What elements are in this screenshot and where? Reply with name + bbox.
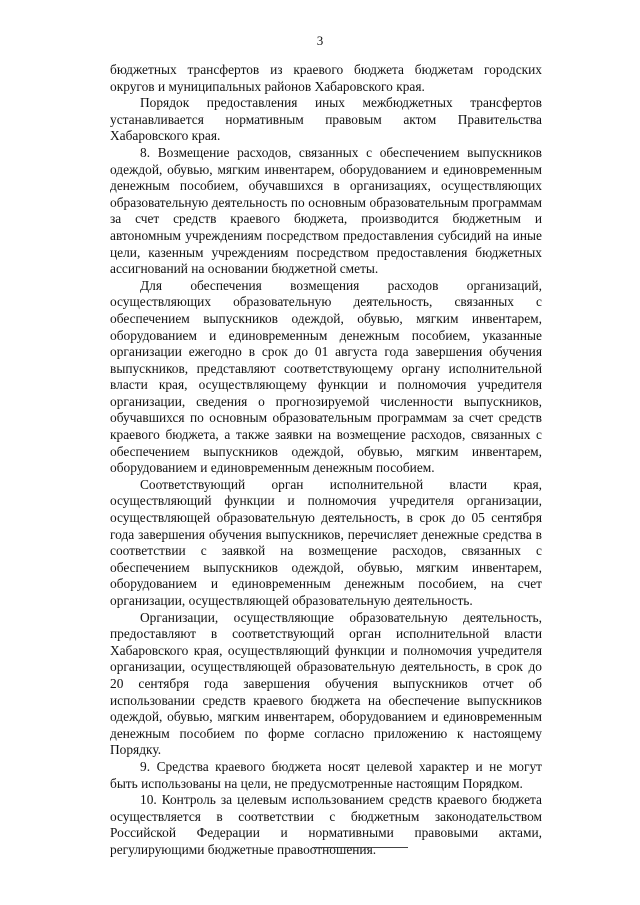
paragraph-report: Организации, осуществляющие образовательную деятельность, предоставляют в соответствующий орган исполнительной власти Хабаровского края, осуществляющий функции и полномочия учредителя организации, осуществляющей образовательную деятельность, в срок до 20 сентября года завершения обучения выпускников отчет об использовании средств краевого бюджета на обеспечение выпускников одеждой, обувью, мягким инвентарем, оборудованием и единовременным денежным пособием по форме согласно приложению к настоящему Порядку.	[110, 609, 542, 758]
paragraph-reimbursement-request: Для обеспечения возмещения расходов организаций, осуществляющих образовательную деятельность, связанных с обеспечением выпускников одеждой, обувью, мягким инвентарем, оборудованием и единовременным денежным пособием, указанные организации ежегодно в срок до 01 августа года завершения обучения выпускников, представляют соответствующему органу исполнительной власти края, осуществляющему функции и полномочия учредителя организации, сведения о прогнозируемой численности выпускников, обучавшихся по основным образовательным программам за счет средств краевого бюджета, а также заявки на возмещение расходов, связанных с обеспечением выпускников одеждой, обувью, мягким инвентарем, оборудованием и единовременным денежным пособием.	[110, 277, 542, 476]
paragraph-item-10: 10. Контроль за целевым использованием средств краевого бюджета осуществляется в соответствии с бюджетным законодательством Российской Федерации и нормативными правовыми актами, регулирующими бюджетные правоотношения.	[110, 792, 542, 857]
paragraph-transfer-procedure: Порядок предоставления иных межбюджетных трансфертов устанавливается нормативным правовым актом Правительства Хабаровского края.	[110, 95, 542, 144]
paragraph-continuation: бюджетных трансфертов из краевого бюджета бюджетам городских округов и муниципальных районов Хабаровского края.	[110, 62, 542, 94]
paragraph-item-8: 8. Возмещение расходов, связанных с обеспечением выпускников одеждой, обувью, мягким инвентарем, оборудованием и единовременным денежным пособием, обучавшихся в организациях, осуществляющих образовательную деятельность по основным образовательным программам за счет средств краевого бюджета, производится бюджетным и автономным учреждениям посредством предоставления субсидий на иные цели, казенным учреждениям посредством предоставления бюджетных ассигнований на основании бюджетной сметы.	[110, 144, 542, 277]
paragraph-funds-transfer: Соответствующий орган исполнительной власти края, осуществляющий функции и полномочия учредителя организации, осуществляющей образовательную деятельность, в срок до 05 сентября года завершения обучения выпускников, перечисляет денежные средства в соответствии с заявкой на возмещение расходов, связанных с обеспечением выпускников одеждой, обувью, мягким инвентарем, оборудованием и единовременным денежным пособием, на счет организации, осуществляющей образовательную деятельность.	[110, 476, 542, 608]
paragraph-item-9: 9. Средства краевого бюджета носят целевой характер и не могут быть использованы на цели, не предусмотренные настоящим Порядком.	[110, 758, 542, 791]
end-separator-line	[312, 847, 408, 848]
page-number: 3	[316, 33, 324, 48]
document-body	[110, 62, 542, 859]
